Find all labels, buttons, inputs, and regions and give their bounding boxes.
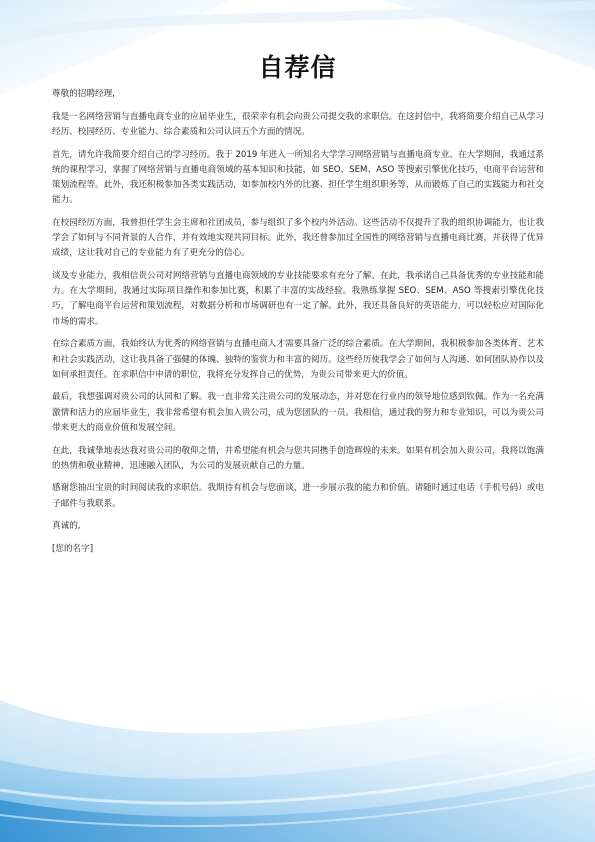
paragraph: 在校园经历方面，我曾担任学生会主席和社团成员，参与组织了多个校内外活动。这些活动不仅提升了我的组织协调能力，也让我学会了如何与不同背景的人合作，并有效地实现共同目标。此外，我还曾参加过全国性的网络营销与直播电商比赛，并获得了优异成绩，这让我对自己的专业能力有了更充分的信心。 [52, 217, 544, 259]
letter-body [52, 87, 544, 565]
paragraph: 首先，请允许我简要介绍自己的学习经历。我于 2019 年进入一所知名大学学习网络营销与直播电商专业。在大学期间，我通过系统的课程学习，掌握了网络营销与直播电商领域的基本知识和技能，如 SEO、SEM、ASO 等搜索引擎优化技巧，电商平台运营和策划流程等。此外，我还积极参加各类实践活动，如参加校内外的比赛、担任学生组织职务等，从而锻炼了自己的实践能力和社交能力。 [52, 149, 544, 206]
paragraph: 在此，我诚挚地表达我对贵公司的敬仰之情，并希望能有机会与您共同携手创造辉煌的未来。如果有机会加入贵公司，我将以饱满的热情和敬业精神，迅速融入团队，为公司的发展贡献自己的力量。 [52, 445, 544, 471]
paragraph: 最后，我想强调对贵公司的认同和了解。我一直非常关注贵公司的发展动态，并对您在行业内的领导地位感到钦佩。作为一名充满激情和活力的应届毕业生，我非常希望有机会加入贵公司，成为您团队的一员。我相信，通过我的努力和专业知识，可以为贵公司带来更大的商业价值和发展空间。 [52, 392, 544, 433]
salutation: 尊敬的招聘经理, [52, 89, 115, 99]
paragraph: 我是一名网络营销与直播电商专业的应届毕业生，很荣幸有机会向贵公司提交我的求职信。在这封信中，我将简要介绍自己从学习经历、校园经历、专业能力、综合素质和公司认同五个方面的情况。 [52, 111, 544, 137]
page-title: 自荐信 [258, 53, 337, 82]
paragraph: 感谢您抽出宝贵的时间阅读我的求职信。我期待有机会与您面谈，进一步展示我的能力和价值。请随时通过电话（手机号码）或电子邮件与我联系。 [52, 483, 544, 509]
paragraph: 谈及专业能力，我相信贵公司对网络营销与直播电商领域的专业技能要求有充分了解。在此，我承诺自己具备优秀的专业技能和能力。在大学期间，我通过实际项目操作和参加比赛，积累了丰富的实战经验。我熟练掌握 SEO、SEM、ASO 等搜索引擎优化技巧，了解电商平台运营和策划流程，对数据分析和市场调研也有一定了解。此外，我还具备良好的英语能力，可以轻松应对国际化市场的需求。 [52, 271, 544, 327]
paragraph: 在综合素质方面，我始终认为优秀的网络营销与直播电商人才需要具备广泛的综合素质。在大学期间，我积极参加各类体育、艺术和社会实践活动，这让我具备了强健的体魄、独特的鉴赏力和丰富的阅历。这些经历使我学会了如何与人沟通、如何团队协作以及如何承担责任。在求职信中申请的职位，我将充分发挥自己的优势，为贵公司带来更大的价值。 [52, 339, 544, 380]
signature: [您的名字] [52, 544, 94, 555]
closing: 真诚的, [52, 521, 81, 532]
